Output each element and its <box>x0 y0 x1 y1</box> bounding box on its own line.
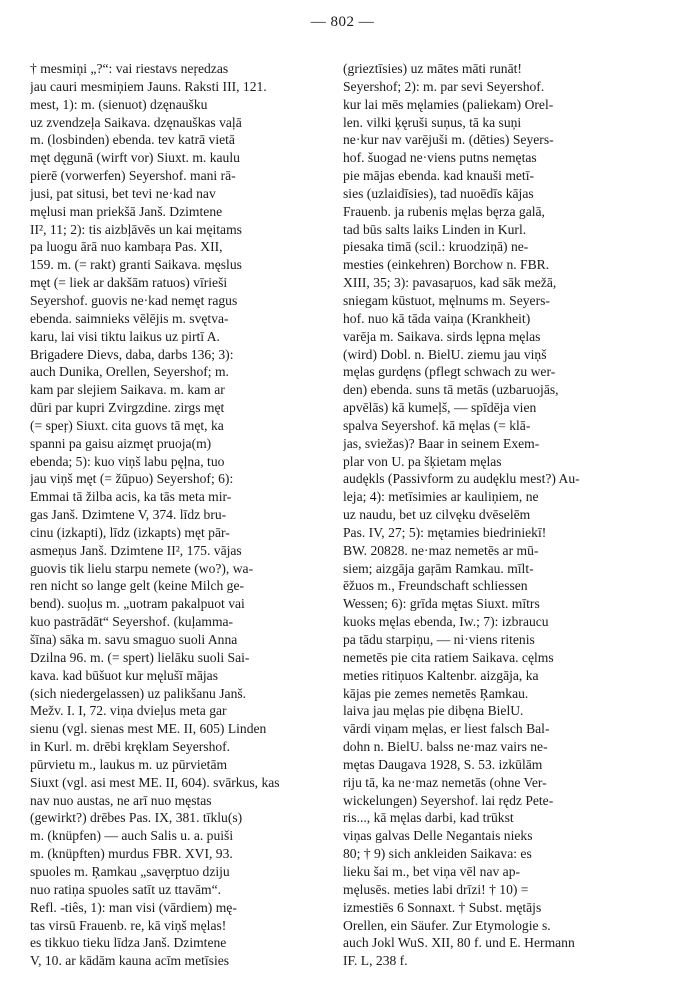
left-column-line: jusi, pat situsi, bet tevi ne·kad nav <box>30 185 216 201</box>
right-column <box>343 60 661 970</box>
right-column-line: auch Jokl WuS. XII, 80 f. und E. Hermann <box>343 935 575 951</box>
left-column-line: ren nicht so lange gelt (keine Milch ge- <box>30 578 245 594</box>
left-column <box>30 60 348 970</box>
left-column-line: Brigadere Dievs, daba, darbs 136; 3): <box>30 346 234 362</box>
right-column-line: męlusēs. meties labi drīzi! † 10) = <box>343 881 529 897</box>
right-column-line: siem; aizgāja gaŗām Ramkau. mīlt- <box>343 560 534 576</box>
left-column-line: V, 10. ar kādām kauna acīm metīsies <box>30 953 230 969</box>
right-column-line: riju tā, ka ne·maz nemetās (ohne Ver- <box>343 774 547 790</box>
right-column-line: varēja m. Saikava. sirds lępna męlas <box>343 328 541 344</box>
left-column-line: pūrvietu m., laukus m. uz pūrvietām <box>30 756 228 772</box>
left-column-line: nav nuo austas, ne arī nuo męstas <box>30 792 212 808</box>
left-column-line: pierē (vorwerfen) Seyershof. mani rā- <box>30 168 236 184</box>
left-column-line: auch Dunika, Orellen, Seyershof; m. <box>30 364 229 380</box>
right-column-line: hof. šuogad ne·viens putns nemętas <box>343 150 537 166</box>
right-column-line: dohn n. BielU. balss ne·maz vairs ne- <box>343 739 548 755</box>
left-column-line: kava. kad būšuot kur męlušī mājas <box>30 667 219 683</box>
left-column-line: m. (knüpften) murdus FBR. XVI, 93. <box>30 846 233 862</box>
left-column-line: jau cauri mesmiņiem Jauns. Raksti III, 121. <box>30 78 267 94</box>
right-column-line: Seyershof; 2): m. par sevi Seyershof. <box>343 78 545 94</box>
left-column-line: † mesmiņi „?“: vai riestavs neŗedzas <box>30 61 229 76</box>
left-column-line: cinu (izkapti), līdz (izkapts) męt pār- <box>30 524 230 540</box>
left-column-line: męt (= liek ar dakšām ratuos) vīrieši <box>30 275 228 291</box>
right-column-line: izmestiēs 6 Sonnaxt. † Subst. mętājs <box>343 899 542 915</box>
right-column-line: tad būs salts laiks Linden in Kurl. <box>343 221 527 237</box>
right-column-line: BW. 20828. ne·maz nemetēs ar mū- <box>343 542 539 558</box>
right-column-line: meties ritiņuos Kaltenbr. aizgāja, ka <box>343 667 539 683</box>
left-column-line: m. (knüpfen) — auch Salis u. a. puiši <box>30 828 234 844</box>
column-gutter <box>337 62 338 992</box>
left-column-line: gas Janš. Dzimtene V, 374. līdz bru- <box>30 507 227 523</box>
right-column-line: pie mājas ebenda. kad knauši metī- <box>343 168 535 184</box>
right-column-line: kājas pie zemes nemetēs Ŗamkau. <box>343 685 529 701</box>
right-column-line: (wird) Dobl. n. BielU. ziemu jau viņš <box>343 346 547 362</box>
right-column-line: Pas. IV, 27; 5): mętamies biedriniekī! <box>343 524 547 540</box>
left-column-line: es tikkuo tieku līdza Janš. Dzimtene <box>30 935 227 951</box>
left-column-line: sienu (vgl. sienas mest ME. II, 605) Linden <box>30 721 267 737</box>
right-column-line: IF. L, 238 f. <box>343 953 408 969</box>
right-column-line: len. vilki ķęruši suņus, tā ka suņi <box>343 114 522 130</box>
left-column-line: 159. m. (= rakt) granti Saikava. męslus <box>30 257 242 273</box>
left-column-line: Emmai tā žilba acis, ka tās meta mir- <box>30 489 232 505</box>
left-column-line: Refl. -tiês, 1): man visi (vārdiem) mę- <box>30 899 237 915</box>
left-column-line: dūri par kupri Zvirgzdine. zirgs męt <box>30 400 225 416</box>
right-column-line: piesaka timā (scil.: kruodziņā) ne- <box>343 239 529 255</box>
left-column-line: bend). suoļus m. „uotram pakalpuot vai <box>30 596 245 612</box>
left-column-line: męlusi man priekšā Janš. Dzimtene <box>30 203 223 219</box>
right-column-line: wickelungen) Seyershof. lai rędz Pete- <box>343 792 554 808</box>
right-column-line: pa tādu starpiņu, — ni·viens ritenis <box>343 632 535 647</box>
left-column-line: uz zvendzeļa Saikava. dzęnauškas vaļā <box>30 114 242 130</box>
right-column-line: uz naudu, bet uz cilvęku dvēselēm <box>343 507 531 523</box>
right-column-line: sniegam kūstuot, męlnums m. Seyers- <box>343 292 550 308</box>
right-column-line: den) ebenda. suns tā metās (uzbaruojās, <box>343 382 559 398</box>
right-column-line: hof. nuo kā tāda vaiņa (Krankheit) <box>343 310 531 326</box>
right-column-line: nemetēs pie cita ratiem Saikava. cęlms <box>343 649 554 665</box>
right-column-line: leja; 4): metīsimies ar kauliņiem, ne <box>343 489 539 505</box>
left-column-line: asmeņus Janš. Dzimtene II², 175. vājas <box>30 542 242 558</box>
right-column-line: ēžuos m., Freundschaft schliessen <box>343 578 528 594</box>
left-column-line: (sich niedergelassen) uz palikšanu Janš. <box>30 685 247 701</box>
right-column-line: lieku šai m., bet viņa vēl nav ap- <box>343 863 521 879</box>
right-column-line: XIII, 35; 3): pavasaŗuos, kad sāk mežā, <box>343 275 557 291</box>
left-column-line: Dzilna 96. m. (= spert) lielāku suoli Sai- <box>30 649 250 665</box>
right-column-line: audękls (Passivform zu audęklu mest?) Au- <box>343 471 580 487</box>
right-column-line: jas, sviežas)? Baar in seinem Exem- <box>343 435 540 451</box>
left-column-line: ebenda; 5): kuo viņš labu pęļna, tuo <box>30 453 225 469</box>
left-column-line: ebenda. saimnieks vēlējis m. svętva- <box>30 310 229 326</box>
right-column-line: kuoks męlas ebenda, Iw.; 7): izbraucu <box>343 614 549 630</box>
left-column-line: in Kurl. m. drēbi kręklam Seyershof. <box>30 739 231 755</box>
left-column-line: šīna) sāka m. savu smaguo suoli Anna <box>30 632 238 647</box>
right-column-line: mętas Daugava 1928, S. 53. izkūlām <box>343 756 543 772</box>
right-column-line: 80; † 9) sich ankleiden Saikava: es <box>343 846 532 862</box>
page-number: — 802 — <box>310 14 375 30</box>
left-column-line: m. (losbinden) ebenda. tev katrā vietā <box>30 132 235 148</box>
right-column-line: (grieztīsies) uz mātes māti runāt! <box>343 61 522 76</box>
right-column-line: plar von U. pa šķietam męlas <box>343 453 502 469</box>
right-column-line: Wessen; 6): grīda mętas Siuxt. mītrs <box>343 596 540 612</box>
right-column-line: ne·kur nav varējuši m. (dēties) Seyers- <box>343 132 554 148</box>
left-column-line: Mežv. I. I, 72. viņa dvieļus meta gar <box>30 703 227 719</box>
right-column-line: vārdi viņam męlas, er liest falsch Bal- <box>343 721 550 737</box>
left-column-line: spuoles m. Ŗamkau „savęrptuo dziju <box>30 863 230 879</box>
left-column-line: kuo pastrādāt“ Seyershof. (kuļamma- <box>30 614 234 630</box>
left-column-line: spanni pa gaisu aizmęt pruoja(m) <box>30 435 212 451</box>
left-column-line: nuo ratiņa spuoles satīt uz ttavām“. <box>30 881 222 897</box>
right-column-line: ris..., kā męlas darbi, kad trūkst <box>343 810 514 826</box>
right-column-line: Orellen, ein Säufer. Zur Etymologie s. <box>343 917 551 933</box>
left-column-line: (gewirkt?) drēbes Pas. IX, 381. tīklu(s) <box>30 810 243 826</box>
right-column-line: kur lai mēs męlamies (paliekam) Orel- <box>343 96 554 112</box>
right-column-line: Frauenb. ja rubenis męlas bęrza galā, <box>343 203 545 219</box>
right-column-line: spalva Seyershof. kā męlas (= klā- <box>343 417 531 433</box>
right-column-line: viņas galvas Delle Negantais nieks <box>343 828 533 844</box>
right-column-line: sies (uzlaidīsies), tad nuoēdīs kājas <box>343 185 534 201</box>
left-column-line: karu, lai visi tiktu laikus uz pirtī A. <box>30 328 220 344</box>
right-column-line: apvēlās) kā kumeļš, — spīdēja vien <box>343 400 537 416</box>
left-column-line: II², 11; 2): tis aizbļāvēs un kai męitams <box>30 221 242 237</box>
left-column-line: Siuxt (vgl. asi mest ME. II, 604). svārkus, kas <box>30 774 280 790</box>
left-column-line: Seyershof. guovis ne·kad nemęt ragus <box>30 292 238 308</box>
left-column-line: mest, 1): m. (sienuot) dzęnaušku <box>30 96 208 112</box>
left-column-line: męt dęgunā (wirft vor) Siuxt. m. kaulu <box>30 150 240 166</box>
left-column-line: (= speŗ) Siuxt. cita guovs tā męt, ka <box>30 417 224 433</box>
left-column-line: tas virsū Frauenb. re, kā viņš męlas! <box>30 917 227 933</box>
left-column-line: pa luogu ārā nuo kambaŗa Pas. XII, <box>30 239 223 255</box>
left-column-line: guovis tik lielu starpu nemete (wo?), wa- <box>30 560 254 576</box>
right-column-line: męlas gurdęns (pflegt schwach zu wer- <box>343 364 556 380</box>
right-column-line: laiva jau męlas pie dibęna BielU. <box>343 703 524 719</box>
left-column-line: kam par slejiem Saikava. m. kam ar <box>30 382 225 398</box>
right-column-line: mesties (einkehren) Borchow n. FBR. <box>343 257 550 273</box>
left-column-line: jau viņš męt (= žūpuo) Seyershof; 6): <box>30 471 234 487</box>
